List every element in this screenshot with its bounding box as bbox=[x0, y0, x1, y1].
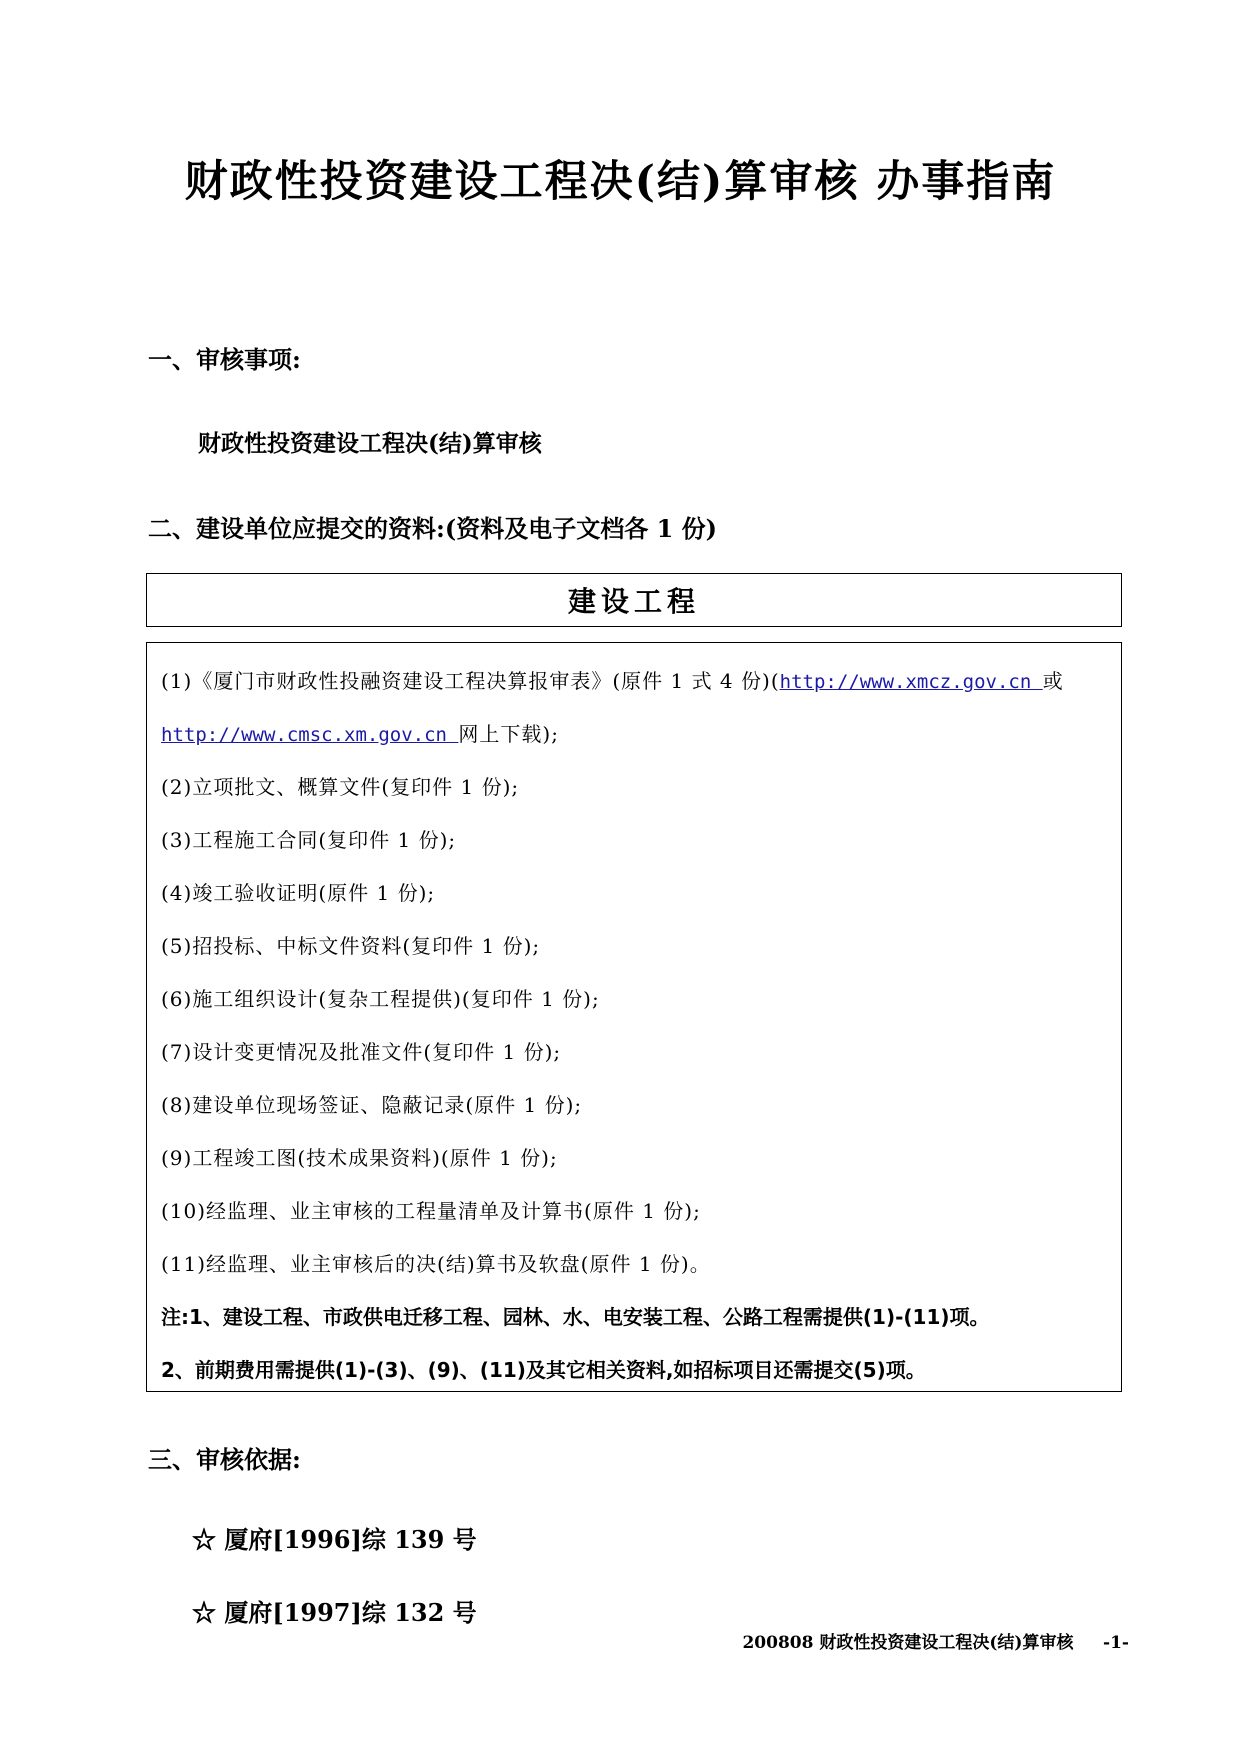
list-item: (11)经监理、业主审核后的决(结)算书及软盘(原件 1 份)。 bbox=[161, 1252, 711, 1276]
list-item: (4)竣工验收证明(原件 1 份); bbox=[161, 881, 436, 905]
list-item: (8)建设单位现场签证、隐蔽记录(原件 1 份); bbox=[161, 1093, 583, 1117]
list-item: (2)立项批文、概算文件(复印件 1 份); bbox=[161, 775, 520, 799]
cmsc-link[interactable]: http://www.cmsc.xm.gov.cn bbox=[161, 724, 459, 746]
item-1-text-b: 或 bbox=[1042, 669, 1064, 693]
item-1-line-2 bbox=[161, 718, 559, 747]
section-1-content: 财政性投资建设工程决(结)算审核 bbox=[198, 430, 542, 457]
page-number: -1- bbox=[1103, 1633, 1129, 1653]
list-item: (6)施工组织设计(复杂工程提供)(复印件 1 份); bbox=[161, 987, 600, 1011]
section-2-heading: 二、建设单位应提交的资料:(资料及电子文档各 1 份) bbox=[148, 514, 717, 543]
list-item: (10)经监理、业主审核的工程量清单及计算书(原件 1 份); bbox=[161, 1199, 701, 1223]
section-1-heading: 一、审核事项: bbox=[148, 345, 301, 374]
list-item: (7)设计变更情况及批准文件(复印件 1 份); bbox=[161, 1040, 562, 1064]
box-title: 建设工程 bbox=[567, 585, 700, 618]
item-1-text-a: (1)《厦门市财政性投融资建设工程决算报审表》(原件 1 式 4 份)( bbox=[161, 669, 780, 693]
basis-item: ☆ 厦府[1996]综 139 号 bbox=[192, 1525, 477, 1554]
page-footer bbox=[742, 1628, 1129, 1653]
list-item: (3)工程施工合同(复印件 1 份); bbox=[161, 828, 457, 852]
list-item: (9)工程竣工图(技术成果资料)(原件 1 份); bbox=[161, 1146, 558, 1170]
item-1-line-1 bbox=[161, 665, 1064, 694]
box-title-frame bbox=[146, 573, 1122, 627]
note-2: 2、前期费用需提供(1)-(3)、(9)、(11)及其它相关资料,如招标项目还需提交(5)项。 bbox=[161, 1358, 926, 1382]
list-item: (5)招投标、中标文件资料(复印件 1 份); bbox=[161, 934, 541, 958]
basis-item: ☆ 厦府[1997]综 132 号 bbox=[192, 1598, 477, 1627]
xmcz-link[interactable]: http://www.xmcz.gov.cn bbox=[779, 671, 1043, 693]
note-1: 注:1、建设工程、市政供电迁移工程、园林、水、电安装工程、公路工程需提供(1)-(11)项。 bbox=[161, 1305, 990, 1329]
item-1-text-c: 网上下载); bbox=[458, 722, 559, 746]
page-title: 财政性投资建设工程决(结)算审核 办事指南 bbox=[184, 157, 1057, 207]
section-3-heading: 三、审核依据: bbox=[148, 1445, 301, 1474]
footer-text: 200808 财政性投资建设工程决(结)算审核 bbox=[742, 1633, 1074, 1653]
materials-box bbox=[146, 642, 1122, 1392]
